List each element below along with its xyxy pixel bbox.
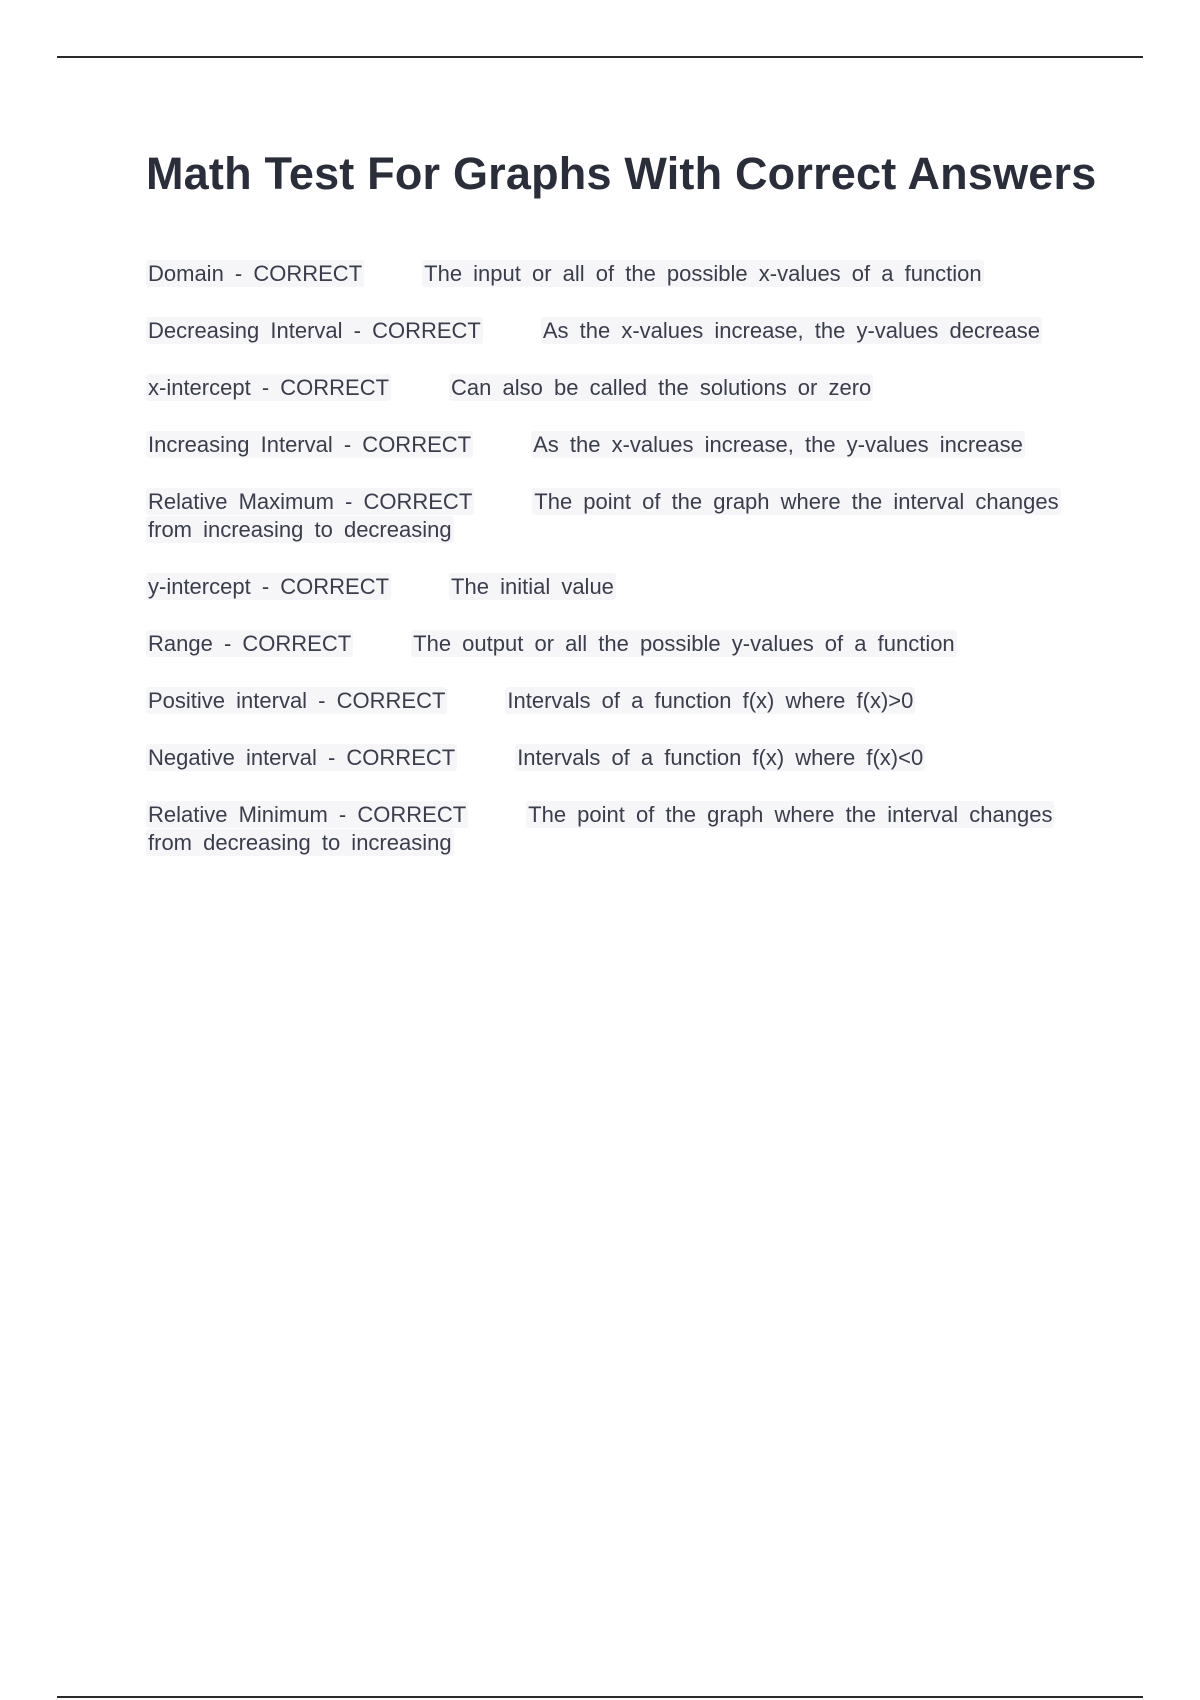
qa-answer: The initial value (451, 574, 614, 599)
top-rule (57, 56, 1143, 58)
qa-answer: As the x-values increase, the y-values increase (533, 432, 1023, 457)
qa-answer: The output or all the possible y-values of a function (413, 631, 955, 656)
qa-term: Relative Minimum - CORRECT (148, 802, 467, 827)
qa-item (146, 630, 1096, 658)
qa-term: Domain - CORRECT (148, 261, 363, 286)
qa-item (146, 374, 1096, 402)
qa-term: Decreasing Interval - CORRECT (148, 318, 481, 343)
document-title: Math Test For Graphs With Correct Answers (146, 148, 1097, 199)
document-body (146, 146, 1106, 886)
qa-answer: The input or all of the possible x-values of a function (424, 261, 982, 286)
qa-answer: The point of the graph where the interval changes from increasing to decreasing (148, 489, 1059, 542)
qa-answer: As the x-values increase, the y-values decrease (542, 318, 1040, 343)
qa-answer: Can also be called the solutions or zero (451, 375, 872, 400)
qa-answer: Intervals of a function f(x) where f(x)>0 (507, 688, 914, 713)
qa-item (146, 573, 1096, 601)
qa-item (146, 431, 1096, 459)
qa-term: Relative Maximum - CORRECT (148, 489, 473, 514)
qa-item (146, 317, 1096, 345)
qa-term: Range - CORRECT (148, 631, 352, 656)
qa-item (146, 744, 1096, 772)
qa-item (146, 801, 1096, 857)
qa-term: x-intercept - CORRECT (148, 375, 390, 400)
qa-term: Negative interval - CORRECT (148, 745, 456, 770)
qa-term: Increasing Interval - CORRECT (148, 432, 472, 457)
qa-term: Positive interval - CORRECT (148, 688, 446, 713)
bottom-rule (57, 1696, 1143, 1698)
qa-term: y-intercept - CORRECT (148, 574, 390, 599)
qa-list (146, 260, 1106, 857)
qa-answer: Intervals of a function f(x) where f(x)<0 (517, 745, 924, 770)
qa-item (146, 260, 1096, 288)
qa-item (146, 687, 1096, 715)
qa-answer: The point of the graph where the interval changes from decreasing to increasing (148, 802, 1053, 855)
qa-item (146, 488, 1096, 544)
